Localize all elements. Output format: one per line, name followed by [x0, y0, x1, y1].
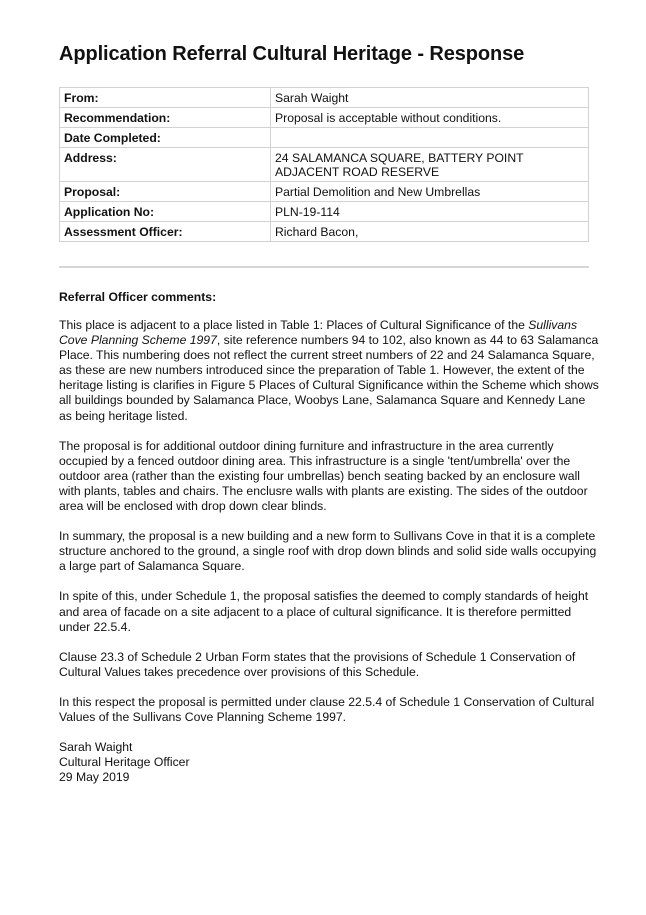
table-row-proposal	[60, 182, 589, 202]
row-label: Address:	[60, 148, 271, 182]
p1-text-before: This place is adjacent to a place listed in Table 1: Places of Cultural Significance of the	[59, 318, 529, 332]
summary-table	[59, 87, 589, 242]
table-row-from	[60, 88, 589, 108]
table-row-address	[60, 148, 589, 182]
section-divider	[59, 266, 589, 268]
comment-paragraph	[59, 318, 599, 424]
comment-paragraph: In summary, the proposal is a new building and a new form to Sullivans Cove in that it is a complete structure anchored to the ground, a single roof with drop down blinds and solid side walls occupying a large part of Salamanca Square.	[59, 529, 597, 574]
page-title: Application Referral Cultural Heritage - Response	[59, 43, 525, 65]
p1-text-after: , site reference numbers 94 to 102, also known as 44 to 63 Salamanca Place. This numbering does not reflect the current street numbers of 22 and 24 Salamanca Square, as these are new numbers introduced since the preparation of Table 1. However, the extent of the heritage listing is clarifies in Figure 5 Places of Cultural Significance within the Scheme which shows all buildings bounded by Salamanca Place, Woobys Lane, Salamanca Square and Kennedy Lane as being heritage listed.	[59, 333, 599, 423]
row-value: Sarah Waight	[271, 88, 589, 108]
address-line-2: ADJACENT ROAD RESERVE	[275, 165, 440, 179]
row-label: Assessment Officer:	[60, 222, 271, 242]
row-label: Application No:	[60, 202, 271, 222]
address-line-1: 24 SALAMANCA SQUARE, BATTERY POINT	[275, 151, 524, 165]
scheme-name-italic: Sullivans Cove Planning Scheme 1997	[59, 318, 578, 348]
signoff-role: Cultural Heritage Officer	[59, 755, 190, 770]
comment-paragraph: The proposal is for additional outdoor dining furniture and infrastructure in the area currently occupied by a fenced outdoor dining area. This infrastructure is a single 'tent/umbrella' over the outdoor area (rather than the existing four umbrellas) bench seating backed by an enclosure wall with plants, tables and chairs. The enclusre walls with plants are existing. The sides of the outdoor area will be enclosed with drop down clear blinds.	[59, 438, 588, 514]
comments-body	[59, 318, 599, 785]
row-value: PLN-19-114	[271, 202, 589, 222]
signoff-name: Sarah Waight	[59, 740, 133, 755]
row-value: Proposal is acceptable without conditions.	[271, 108, 589, 128]
table-row-assessment-officer	[60, 222, 589, 242]
row-label: Date Completed:	[60, 128, 271, 148]
row-label: Proposal:	[60, 182, 271, 202]
signoff-block	[59, 740, 599, 785]
signoff-date: 29 May 2019	[59, 770, 130, 785]
comment-paragraph: Clause 23.3 of Schedule 2 Urban Form states that the provisions of Schedule 1 Conservation of Cultural Values takes precedence over provisions of this Schedule.	[59, 649, 576, 679]
comment-paragraph: In this respect the proposal is permitted under clause 22.5.4 of Schedule 1 Conservation of Cultural Values of the Sullivans Cove Planning Scheme 1997.	[59, 694, 595, 724]
table-row-recommendation	[60, 108, 589, 128]
table-row-application-no	[60, 202, 589, 222]
row-value	[271, 148, 589, 182]
row-value: Richard Bacon,	[271, 222, 589, 242]
row-value	[271, 128, 589, 148]
row-label: Recommendation:	[60, 108, 271, 128]
table-row-date-completed	[60, 128, 589, 148]
row-label: From:	[60, 88, 271, 108]
comments-heading: Referral Officer comments:	[59, 290, 217, 304]
comment-paragraph: In spite of this, under Schedule 1, the proposal satisfies the deemed to comply standards of height and area of facade on a site adjacent to a place of cultural significance. It is therefore permitted under 22.5.4.	[59, 589, 589, 634]
row-value: Partial Demolition and New Umbrellas	[271, 182, 589, 202]
